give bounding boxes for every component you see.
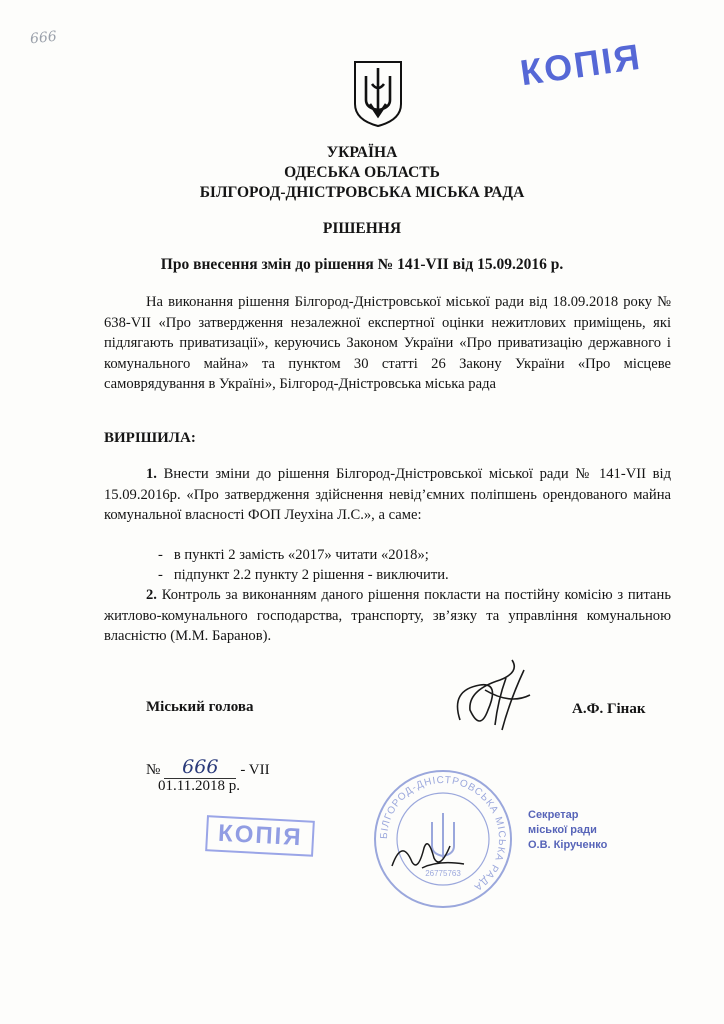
coat-of-arms-icon	[352, 60, 404, 128]
handwritten-number: 666	[164, 756, 236, 779]
item-text: Контроль за виконанням даного рішення покласти на постійну комісію з питань житлово-комунального господарства, транспорту, зв’язку та управління комунальною власністю (М.М. Баранов).	[104, 587, 671, 644]
number-prefix: №	[146, 762, 161, 778]
header-council: БІЛГОРОД-ДНІСТРОВСЬКА МІСЬКА РАДА	[199, 184, 525, 201]
item-number: 2.	[146, 587, 157, 603]
corner-note: 666	[29, 28, 58, 48]
decision-item-1	[104, 464, 671, 526]
decision-item-2	[104, 585, 671, 647]
cert-line-1: Секретар	[528, 809, 579, 821]
number-suffix: - VII	[240, 762, 270, 778]
secretary-signature	[388, 828, 468, 878]
bullet-text: в пункті 2 замість «2017» читати «2018»;	[173, 547, 429, 563]
document-type: РІШЕННЯ	[322, 220, 402, 237]
decided-heading: ВИРІШИЛА:	[104, 430, 196, 446]
item-text: Внести зміни до рішення Білгород-Дністровської міської ради № 141-VII від 15.09.2016р. «Про затвердження здійснення невід’ємних поліпшень орендованого майна комунальної власності ФОП Леухіна Л.С.», а саме:	[104, 466, 671, 523]
signature-name: А.Ф. Гінак	[572, 701, 646, 717]
cert-line-2: міської ради	[528, 824, 597, 836]
signature-position: Міський голова	[146, 699, 254, 715]
document-subject: Про внесення змін до рішення № 141-VII від 15.09.2016 р.	[160, 256, 564, 273]
bullet-dash: -	[158, 547, 163, 563]
cert-line-3: О.В. Кірученко	[528, 839, 608, 851]
decision-date: 01.11.2018 р.	[158, 778, 240, 794]
item-number: 1.	[146, 466, 157, 482]
preamble: На виконання рішення Білгород-Дністровської міської ради від 18.09.2018 року № 638-VII «Про затвердження незалежної експертної оцінки нежитлових приміщень, які підлягають приватизації», керуючись Законом України «Про приватизацію державного і комунального майна» та пунктом 30 статті 26 Закону України «Про місцеве самоврядування в Україні», Білгород-Дністровська міська рада	[104, 294, 671, 392]
stamp-kopia-bottom: КОПІЯ	[205, 815, 315, 857]
stamp-kopia-top: КОПІЯ	[517, 35, 644, 94]
bullet-text: підпункт 2.2 пункту 2 рішення - виключити.	[173, 567, 449, 583]
mayor-signature	[440, 650, 550, 740]
header-region: ОДЕСЬКА ОБЛАСТЬ	[284, 164, 440, 181]
bullet-dash: -	[158, 567, 163, 583]
decision-number	[146, 756, 270, 779]
bullet-2	[158, 565, 658, 586]
seal-code: 26775763	[425, 869, 461, 878]
certification-stamp	[528, 808, 607, 853]
seal-outer-text: БІЛГОРОД-ДНІСТРОВСЬКА МІСЬКА РАДА	[378, 774, 508, 893]
header-country: УКРАЇНА	[326, 144, 398, 161]
bullet-1	[158, 545, 658, 566]
